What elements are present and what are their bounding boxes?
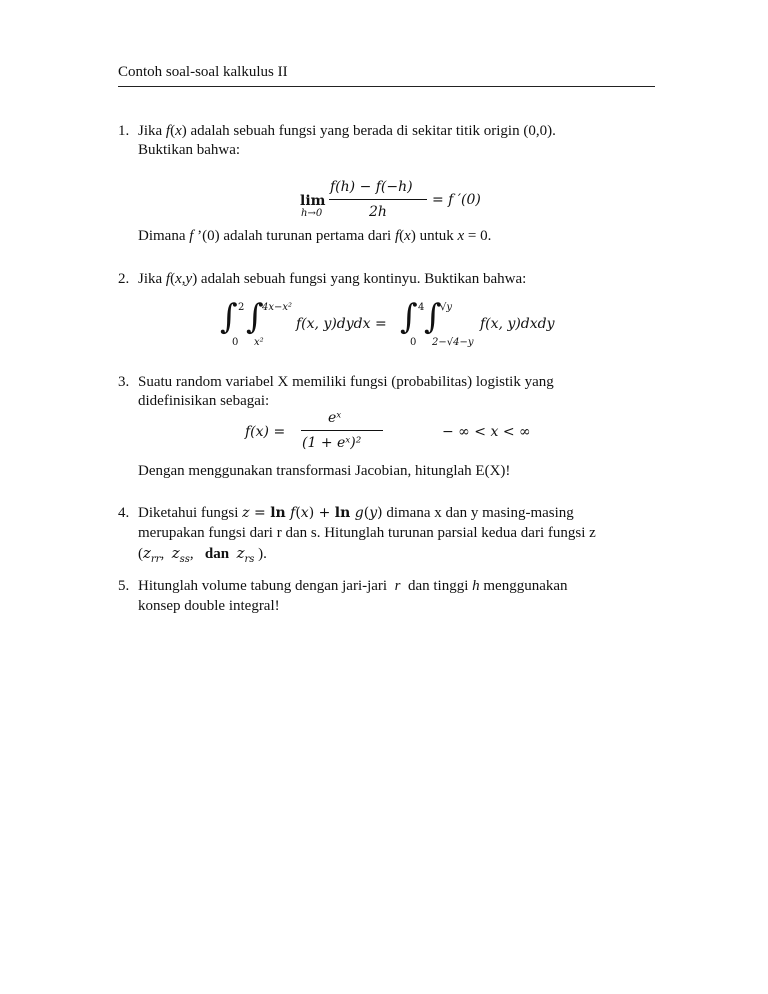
formula-lhs: f(x) = bbox=[245, 424, 286, 440]
problem-1-line1: Jika f(x) adalah sebuah fungsi yang berada di sekitar titik origin (0,0). bbox=[138, 123, 556, 139]
fraction-bar bbox=[329, 199, 427, 200]
problem-1-note: Dimana f ’(0) adalah turunan pertama dari f(x) untuk x = 0. bbox=[138, 228, 492, 244]
rhs-inner-upper-limit: √y bbox=[440, 302, 453, 313]
problem-3-line2: didefinisikan sebagai: bbox=[138, 393, 270, 409]
lhs-inner-lower-limit: x² bbox=[254, 337, 264, 348]
problem-5-line1: Hitunglah volume tabung dengan jari-jari r dan tinggi h menggunakan bbox=[138, 578, 568, 594]
integral-sign: ∫ bbox=[424, 297, 442, 337]
rhs-integrand: f(x, y)dxdy bbox=[480, 316, 555, 332]
problem-2-number: 2. bbox=[118, 271, 130, 287]
problem-5-number: 5. bbox=[118, 578, 130, 594]
problem-3-line1: Suatu random variabel X memiliki fungsi (probabilitas) logistik yang bbox=[138, 374, 554, 390]
problem-5-line2: konsep double integral! bbox=[138, 598, 280, 614]
limit-subscript: h→0 bbox=[301, 208, 323, 219]
fraction-denominator: 2h bbox=[369, 204, 387, 220]
problem-3-number: 3. bbox=[118, 374, 130, 390]
fraction-numerator: eˣ bbox=[328, 410, 342, 426]
integral-sign: ∫ bbox=[400, 297, 418, 337]
header-rule bbox=[118, 86, 655, 87]
lhs-lower-limit: 0 bbox=[232, 337, 239, 348]
problem-4-number: 4. bbox=[118, 505, 130, 521]
problem-2-line1: Jika f(x,y) adalah sebuah fungsi yang kontinyu. Buktikan bahwa: bbox=[138, 271, 527, 287]
problem-3-note: Dengan menggunakan transformasi Jacobian, hitunglah E(X)! bbox=[138, 463, 511, 479]
integral-sign: ∫ bbox=[220, 297, 238, 337]
page-header: Contoh soal-soal kalkulus II bbox=[118, 64, 288, 80]
integral-sign: ∫ bbox=[246, 297, 264, 337]
problem-4-line1: Diketahui fungsi z = ln f(x) + ln g(y) dimana x dan y masing-masing bbox=[138, 505, 574, 521]
fraction-bar bbox=[301, 430, 383, 431]
problem-1-number: 1. bbox=[118, 123, 130, 139]
fraction-numerator: f(h) − f(−h) bbox=[330, 179, 413, 195]
rhs-inner-lower-limit: 2−√4−y bbox=[432, 337, 474, 348]
problem-4-line2: merupakan fungsi dari r dan s. Hitunglah turunan parsial kedua dari fungsi z bbox=[138, 525, 596, 541]
lhs-integrand: f(x, y)dydx = bbox=[296, 316, 387, 332]
lhs-inner-upper-limit: 4x−x² bbox=[262, 302, 293, 313]
lhs-upper-limit: 2 bbox=[238, 302, 245, 313]
fraction-denominator: (1 + eˣ)² bbox=[302, 435, 362, 451]
formula-range: − ∞ < x < ∞ bbox=[442, 424, 531, 440]
rhs-lower-limit: 0 bbox=[410, 337, 417, 348]
formula-rhs: = f ′(0) bbox=[432, 192, 481, 208]
problem-4-line3: ($z_{rr}$, $z_{ss}$, dan $z_{rs}$ ). bbox=[138, 544, 267, 565]
rhs-upper-limit: 4 bbox=[418, 302, 425, 313]
problem-1-line2: Buktikan bahwa: bbox=[138, 142, 241, 158]
limit-operator: lim bbox=[300, 193, 326, 209]
